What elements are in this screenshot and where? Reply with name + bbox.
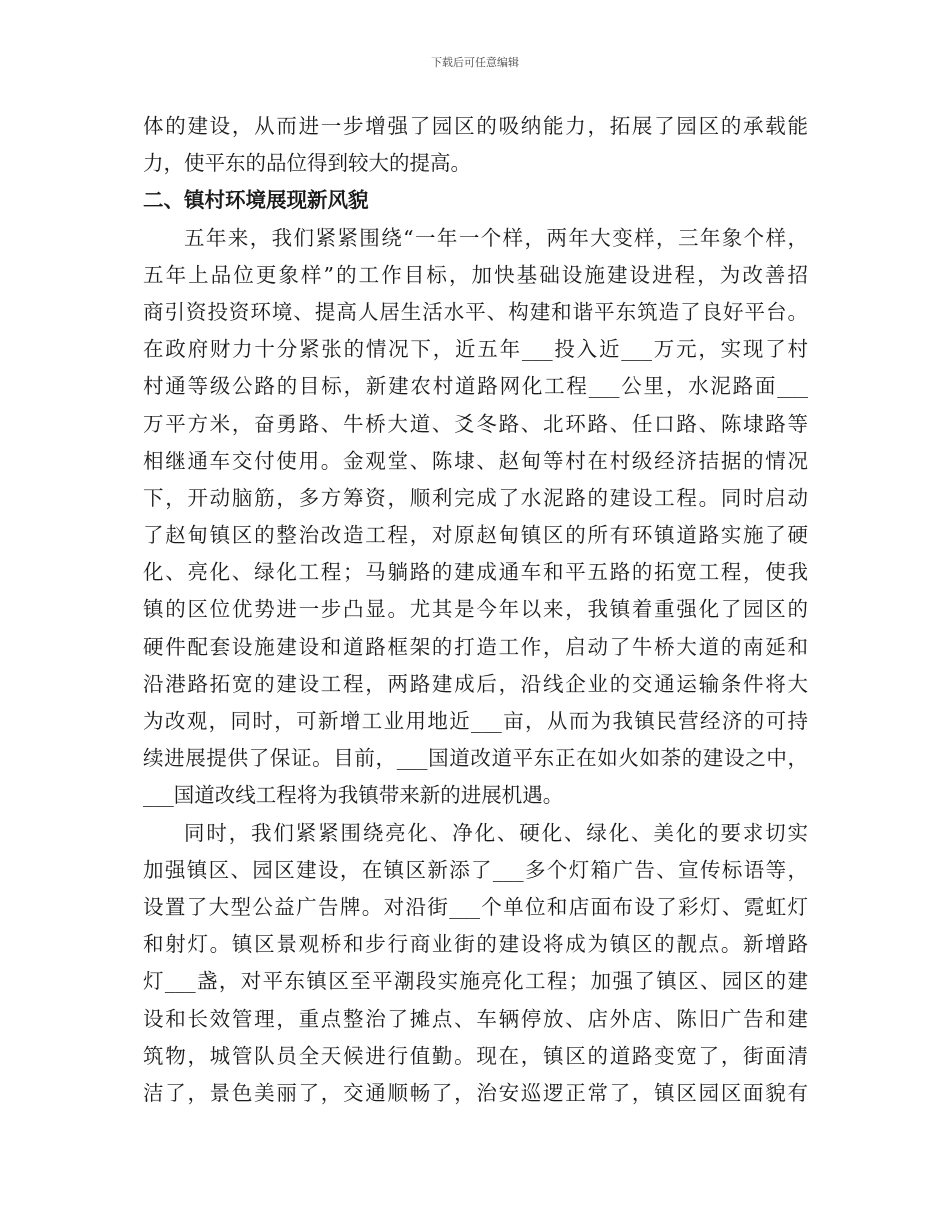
text-line: 为改观，同时，可新增工业用地近___亩，从而为我镇民营经济的可持 bbox=[143, 709, 808, 733]
text-line: 五年来，我们紧紧围绕“一年一个样，两年大变样，三年象个样， bbox=[184, 225, 808, 250]
text-line: 筑物，城管队员全天候进行值勤。现在，镇区的道路变宽了，街面清 bbox=[143, 1043, 808, 1068]
text-line: 了赵甸镇区的整治改造工程，对原赵甸镇区的所有环镇道路实施了硬 bbox=[143, 523, 808, 548]
text-line: 商引资投资环境、提高人居生活水平、构建和谐平东筑造了良好平台。 bbox=[143, 299, 808, 324]
text-line: 沿港路拓宽的建设工程，两路建成后，沿线企业的交通运输条件将大 bbox=[143, 671, 808, 696]
text-line: 灯___盏，对平东镇区至平潮段实施亮化工程；加强了镇区、园区的建 bbox=[143, 969, 808, 994]
text-line: 设置了大型公益广告牌。对沿街___个单位和店面布设了彩灯、霓虹灯 bbox=[143, 894, 808, 919]
document-body bbox=[143, 108, 808, 1112]
text-line: 体的建设，从而进一步增强了园区的吸纳能力，拓展了园区的承载能 bbox=[143, 114, 808, 138]
text-line: ___国道改线工程将为我镇带来新的进展机遇。 bbox=[143, 783, 564, 808]
text-line: 下，开动脑筋，多方筹资，顺利完成了水泥路的建设工程。同时启动 bbox=[143, 485, 808, 510]
text-line: 五年上品位更象样”的工作目标，加快基础设施建设进程，为改善招 bbox=[143, 262, 808, 287]
text-line: 化、亮化、绿化工程；马躺路的建成通车和平五路的拓宽工程，使我 bbox=[143, 560, 808, 585]
page-header: 下载后可任意编辑 bbox=[431, 56, 519, 69]
text-line: 洁了，景色美丽了，交通顺畅了，治安巡逻正常了，镇区园区面貌有 bbox=[143, 1080, 808, 1105]
text-line: 续进展提供了保证。目前，___国道改道平东正在如火如荼的建设之中， bbox=[143, 746, 808, 771]
text-line: 力，使平东的品位得到较大的提高。 bbox=[143, 151, 471, 176]
text-line: 在政府财力十分紧张的情况下，近五年___投入近___万元，实现了村 bbox=[143, 337, 808, 362]
text-line: 村通等级公路的目标，新建农村道路网化工程___公里，水泥路面___ bbox=[143, 374, 808, 399]
section-heading: 二、镇村环境展现新风貌 bbox=[143, 188, 369, 213]
text-line: 加强镇区、园区建设，在镇区新添了___多个灯箱广告、宣传标语等， bbox=[143, 857, 808, 882]
text-line: 和射灯。镇区景观桥和步行商业街的建设将成为镇区的靓点。新增路 bbox=[143, 932, 808, 957]
text-line: 硬件配套设施建设和道路框架的打造工作，启动了牛桥大道的南延和 bbox=[143, 634, 808, 659]
text-line: 万平方米，奋勇路、牛桥大道、爻冬路、北环路、任口路、陈埭路等 bbox=[143, 411, 808, 436]
text-line: 设和长效管理，重点整治了摊点、车辆停放、店外店、陈旧广告和建 bbox=[143, 1006, 808, 1031]
text-line: 镇的区位优势进一步凸显。尤其是今年以来，我镇着重强化了园区的 bbox=[143, 597, 808, 622]
text-line: 相继通车交付使用。金观堂、陈埭、赵甸等村在村级经济拮据的情况 bbox=[143, 448, 808, 473]
text-line: 同时，我们紧紧围绕亮化、净化、硬化、绿化、美化的要求切实 bbox=[184, 820, 808, 845]
